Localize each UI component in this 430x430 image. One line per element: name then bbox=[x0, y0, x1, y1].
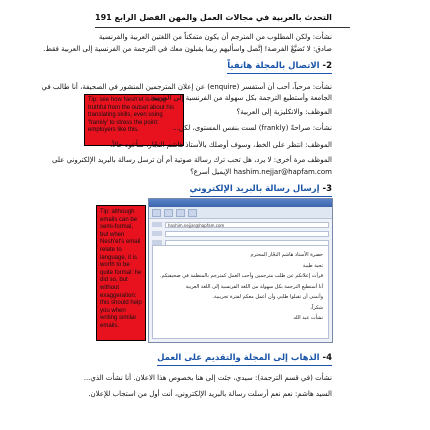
email-body-line: أنا أستطيع الترجمة بكل سهولة من اللغة الفرنسية إلى اللغة العربية bbox=[185, 283, 323, 290]
dialogue-line: نشأت: مرحباً، أحب أن أستفسر (enquire) عن إعلان المترجمين المنشور في الصحيفة، أنا طالب في bbox=[41, 83, 332, 91]
dialogue-line: صادق: لا تَضيَّعْ الفرصة! إتَّصل واسأليهم ربما يقبلون معك في الترجمة من الفرنسية إلى العربية فقط. bbox=[43, 45, 332, 53]
tip-text: Tip: see how Nesh'et is being truthful from the outset about his translating skills, even using 'frankly' to stress the point: employers like this. bbox=[88, 97, 175, 134]
section-title: إرسال رسالة بالبريد الإلكتروني bbox=[189, 184, 320, 194]
to-label bbox=[152, 222, 162, 227]
section-number: 4- bbox=[322, 353, 332, 363]
dialogue-line: السيد هاشم: نعم نعم أرسلت رسالة بالبريد الإلكتروني، أنت أول من استجاب للإعلان. bbox=[88, 390, 332, 398]
format-icon bbox=[176, 209, 185, 217]
email-to-row bbox=[152, 221, 329, 228]
email-body-line: وأتمنى أن تقبلوا طلبي وأن أعمل معكم لفترة تجريبية. bbox=[212, 294, 323, 300]
tip-box-formality bbox=[96, 205, 146, 341]
cc-label bbox=[152, 231, 162, 236]
dialogue-line: الموظف: والانكليزية إلى العربية؟ bbox=[236, 108, 332, 116]
dialogue-line: نشأت (في قسم الترجمة): سيدي، جئت إلى هنا بخصوص هذا الاعلان. أنا نشأت الذي... bbox=[83, 374, 332, 382]
section-number: 2- bbox=[322, 61, 332, 71]
dialogue-line: نشأت: ولكن المطلوب من المترجم أن يكون متمكناً من اللغتين العربية والفرنسية bbox=[98, 33, 332, 41]
section-title: الاتصال بالمجلة هاتفياً bbox=[227, 61, 320, 71]
email-window-titlebar bbox=[149, 199, 332, 207]
section-heading-email bbox=[190, 183, 332, 197]
dialogue-line: الموظف مرة أخرى: لا يرد، هل تحب ترك رسالة صوتية أم أن ترسل رسالة بالبريد الإلكتروني على bbox=[52, 156, 332, 164]
running-head: التحدث بالعربية في مجالات العمل والمهن الفصل الرابع 191 bbox=[95, 11, 350, 28]
email-body-line: شكراً، bbox=[310, 304, 323, 311]
dialogue-line: hashim.nejjar@hapfam.com الإيميل أسرع؟ bbox=[190, 168, 332, 176]
dialogue-line: نشأت: صراحةً (frankly) لست بنفس المستوى، لكن... bbox=[172, 124, 332, 132]
email-screenshot bbox=[148, 198, 333, 343]
send-icon bbox=[152, 209, 161, 217]
email-body-line: حضرة الأستاذ هاشم النجّار المحترم bbox=[250, 252, 323, 258]
email-body-line: تحية طيبة bbox=[302, 262, 323, 269]
section-heading-phone-call bbox=[227, 60, 332, 74]
dialogue-line: الموظف: انتظر على الخط، وسوف أوصلك بالأستاذ هاشم النجّار، سأعود حالاً. bbox=[110, 141, 332, 149]
section-heading-visit bbox=[157, 352, 332, 366]
tip-text: Tip: although emails can be semi-formal, but when Nesh'et's email relate to language, it is worth to be quite formal: he did so, but without exaggeration: this should help you when writing similar emails. bbox=[100, 209, 142, 329]
spelling-icon bbox=[188, 209, 197, 217]
attach-icon bbox=[164, 209, 173, 217]
email-body bbox=[152, 245, 329, 339]
to-field: hashim.nejjar@hapfam.com bbox=[165, 222, 329, 228]
section-number: 3- bbox=[322, 184, 332, 194]
cc-field bbox=[165, 231, 329, 237]
section-title: الذهاب إلى المجلة والتقديم على العمل bbox=[157, 353, 320, 363]
email-toolbar bbox=[149, 207, 332, 219]
email-body-line: نشأت عبد الله bbox=[293, 315, 323, 321]
email-cc-row bbox=[152, 230, 329, 237]
dialogue-line: الجامعة وأستطيع الترجمة بكل سهولة من الفرنسية إلى العربية. bbox=[149, 94, 332, 102]
email-body-line: قرأت إعلانكم عن طلب مترجمين وأحب العمل كمترجم بالمنظمة في صحيفتكم. bbox=[159, 273, 323, 279]
